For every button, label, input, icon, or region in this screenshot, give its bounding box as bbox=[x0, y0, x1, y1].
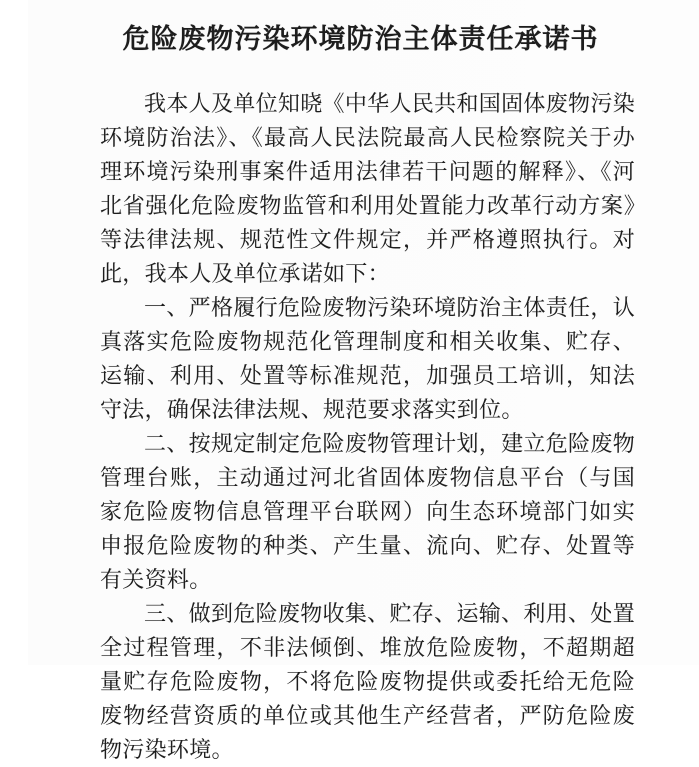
paragraph-commitment-1: 一、严格履行危险废物污染环境防治主体责任，认真落实危险废物规范化管理制度和相关收集、贮存、运输、利用、处置等标准规范，加强员工培训，知法守法，确保法律法规、规范要求落实到位。 bbox=[100, 295, 635, 422]
paragraph-intro: 我本人及单位知晓《中华人民共和国固体废物污染环境防治法》、《最高人民法院最高人民检察院关于办理环境污染刑事案件适用法律若干问题的解释》、《河北省强化危险废物监管和利用处置能力改革行动方案》等法律法规、规范性文件规定，并严格遵照执行。对此，我本人及单位承诺如下： bbox=[100, 91, 635, 286]
document-body bbox=[100, 87, 635, 767]
document-title: 危险废物污染环境防治主体责任承诺书 bbox=[122, 24, 599, 54]
paragraph-commitment-2: 二、按规定制定危险废物管理计划，建立危险废物管理台账，主动通过河北省固体废物信息平台（与国家危险废物信息管理平台联网）向生态环境部门如实申报危险废物的种类、产生量、流向、贮存、处置等有关资料。 bbox=[100, 431, 635, 592]
paragraph-commitment-3: 三、做到危险废物收集、贮存、运输、利用、处置全过程管理，不非法倾倒、堆放危险废物，不超期超量贮存危险废物，不将危险废物提供或委托给无危险废物经营资质的单位或其他生产经营者，严防危险废物污染环境。 bbox=[100, 601, 635, 762]
